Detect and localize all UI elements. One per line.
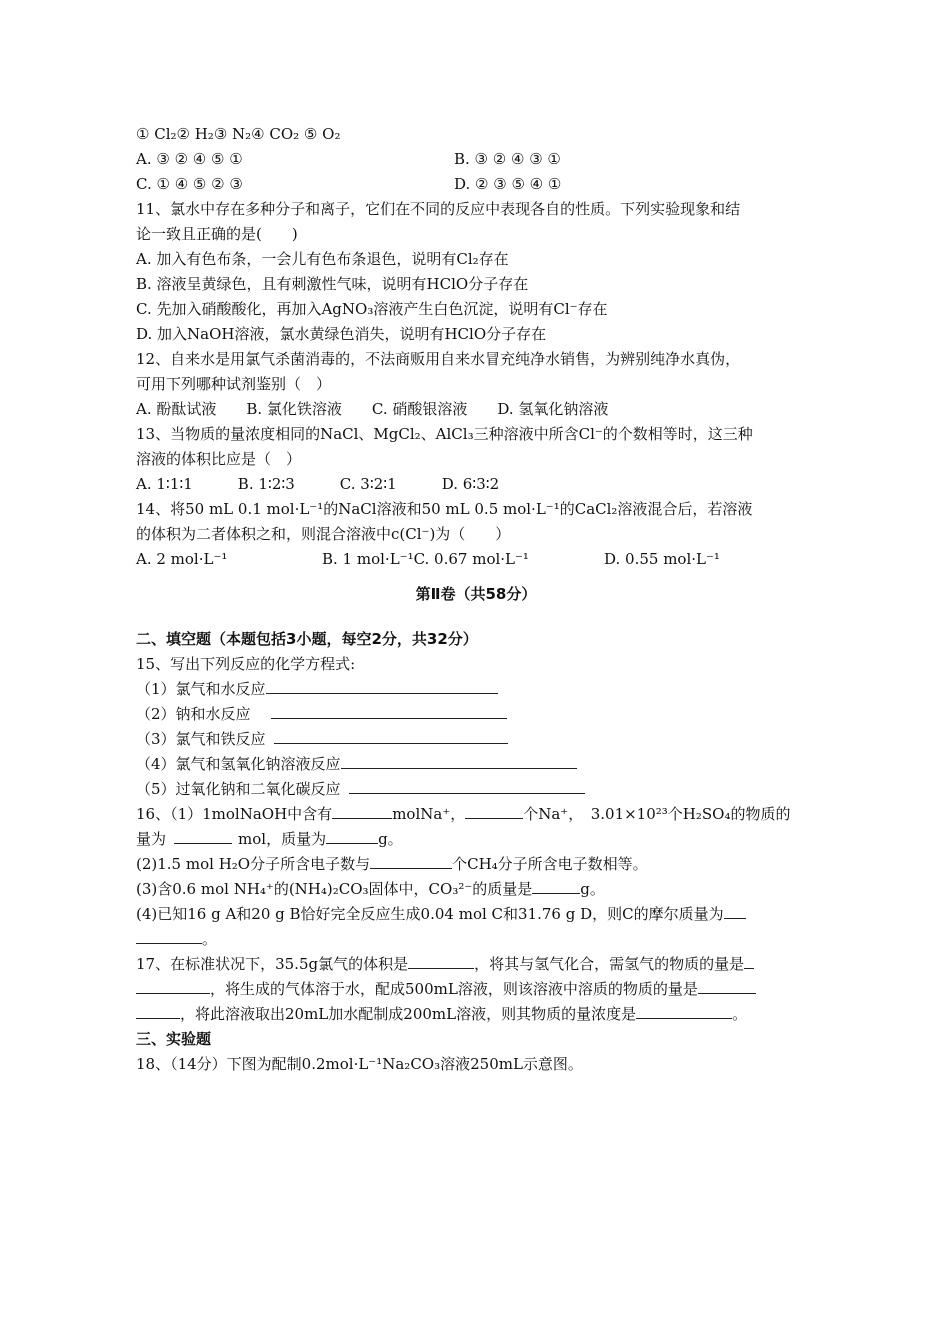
q15-item-3 xyxy=(136,727,816,752)
q16-text-2c: g。 xyxy=(378,830,403,848)
q16-blank-5[interactable] xyxy=(370,852,452,869)
q16-blank-7b[interactable] xyxy=(136,927,202,944)
q11-option-a: A. 加入有色布条，一会儿有色布条退色，说明有Cl₂存在 xyxy=(136,250,509,268)
q17-line2 xyxy=(136,977,816,1002)
q18-stem: 18、（14分）下图为配制0.2mol·L⁻¹Na₂CO₃溶液250mL示意图。 xyxy=(136,1055,583,1073)
part2-title: 第Ⅱ卷（共58分） xyxy=(415,585,537,603)
q16-blank-3[interactable] xyxy=(174,827,232,844)
q17-text-1b: ，将其与氢气化合，需氢气的物质的量是 xyxy=(474,955,745,973)
q10-option-b: B. ③ ② ④ ③ ① xyxy=(454,150,561,168)
q16-text-p3a: (3)含0.6 mol NH₄⁺的(NH₄)₂CO₃固体中，CO₃²⁻的质量是 xyxy=(136,880,533,898)
q16-text-1b: molNa⁺， xyxy=(392,805,466,823)
q16-text-2a: 量为 xyxy=(136,830,167,848)
q13-options: A. 1∶1∶1 B. 1∶2∶3 C. 3∶2∶1 D. 6∶3∶2 xyxy=(136,475,500,493)
q14-option-a: A. 2 mol·L⁻¹ xyxy=(136,550,228,568)
q10-options-row2 xyxy=(136,172,816,197)
q16-line1 xyxy=(136,802,816,827)
q12-stem-line1: 12、自来水是用氯气杀菌消毒的，不法商贩用自来水冒充纯净水销售，为辨别纯净水真伪， xyxy=(136,350,741,368)
q11-stem-line2: 论一致且正确的是( ) xyxy=(136,225,298,243)
q16-text-p2a: (2)1.5 mol H₂O分子所含电子数与 xyxy=(136,855,371,873)
q16-blank-7a[interactable] xyxy=(724,902,746,919)
q15-item-1-label: （1）氯气和水反应 xyxy=(136,680,266,698)
q15-item-3-label: （3）氯气和铁反应 xyxy=(136,730,266,748)
q15-blank-1[interactable] xyxy=(266,677,498,694)
q15-item-4 xyxy=(136,752,816,777)
section2-title: 二、填空题（本题包括3小题，每空2分，共32分） xyxy=(136,630,478,648)
q16-text-1c: 个Na⁺， 3.01×10²³个H₂SO₄的物质的 xyxy=(523,805,791,823)
q16-text-p4b: 。 xyxy=(202,930,218,948)
q16-blank-2[interactable] xyxy=(465,802,523,819)
q11-option-d: D. 加入NaOH溶液，氯水黄绿色消失，说明有HClO分子存在 xyxy=(136,325,547,343)
q17-blank-3b[interactable] xyxy=(136,1002,180,1019)
q16-part4 xyxy=(136,902,816,927)
q16-part3 xyxy=(136,877,816,902)
q14-options xyxy=(136,547,816,572)
q15-blank-2[interactable] xyxy=(271,702,507,719)
q10-option-d: D. ② ③ ⑤ ④ ① xyxy=(454,175,562,193)
q17-blank-4[interactable] xyxy=(636,1002,732,1019)
q13-stem-line2: 溶液的体积比应是（ ） xyxy=(136,450,302,468)
q17-line1 xyxy=(136,952,816,977)
q10-options-row1 xyxy=(136,147,816,172)
q10-items: ① Cl₂② H₂③ N₂④ CO₂ ⑤ O₂ xyxy=(136,125,341,143)
q14-stem-line2: 的体积为二者体积之和，则混合溶液中c(Cl⁻)为（ ） xyxy=(136,525,511,543)
q17-blank-1[interactable] xyxy=(408,952,474,969)
q15-blank-4[interactable] xyxy=(341,752,577,769)
q17-text-3b: 。 xyxy=(732,1005,748,1023)
exam-page xyxy=(136,122,816,1077)
q17-text-2a: ，将生成的气体溶于水，配成500mL溶液，则该溶液中溶质的物质的量是 xyxy=(210,980,698,998)
q16-blank-1[interactable] xyxy=(332,802,392,819)
q15-item-4-label: （4）氯气和氢氧化钠溶液反应 xyxy=(136,755,341,773)
q17-text-1a: 17、在标准状况下，35.5g氯气的体积是 xyxy=(136,955,409,973)
q11-stem-line1: 11、氯水中存在多种分子和离子，它们在不同的反应中表现各自的性质。下列实验现象和结 xyxy=(136,200,741,218)
q17-blank-2b[interactable] xyxy=(136,977,210,994)
q16-part4-cont xyxy=(136,927,816,952)
q15-item-2 xyxy=(136,702,816,727)
q10-option-c: C. ① ④ ⑤ ② ③ xyxy=(136,175,243,193)
q16-line2 xyxy=(136,827,816,852)
q11-option-c: C. 先加入硝酸酸化，再加入AgNO₃溶液产生白色沉淀，说明有Cl⁻存在 xyxy=(136,300,608,318)
q16-blank-6[interactable] xyxy=(532,877,580,894)
q13-stem-line1: 13、当物质的量浓度相同的NaCl、MgCl₂、AlCl₃三种溶液中所含Cl⁻的个数相等时，这三种 xyxy=(136,425,753,443)
q17-text-3a: ，将此溶液取出20mL加水配制成200mL溶液，则其物质的量浓度是 xyxy=(180,1005,637,1023)
q14-option-bc: B. 1 mol·L⁻¹C. 0.67 mol·L⁻¹ xyxy=(322,550,529,568)
q15-blank-5[interactable] xyxy=(349,777,585,794)
q10-option-a: A. ③ ② ④ ⑤ ① xyxy=(136,150,243,168)
section3-title: 三、实验题 xyxy=(136,1030,212,1048)
q11-option-b: B. 溶液呈黄绿色，且有刺激性气味，说明有HClO分子存在 xyxy=(136,275,529,293)
q16-blank-4[interactable] xyxy=(326,827,378,844)
q16-text-1a: 16、（1）1molNaOH中含有 xyxy=(136,805,333,823)
q15-stem: 15、写出下列反应的化学方程式: xyxy=(136,655,356,673)
q17-line3 xyxy=(136,1002,816,1027)
q14-stem-line1: 14、将50 mL 0.1 mol·L⁻¹的NaCl溶液和50 mL 0.5 mol·L⁻¹的CaCl₂溶液混合后，若溶液 xyxy=(136,500,753,518)
q15-item-5 xyxy=(136,777,816,802)
q16-part2 xyxy=(136,852,816,877)
q15-item-1 xyxy=(136,677,816,702)
q12-options: A. 酚酞试液 B. 氯化铁溶液 C. 硝酸银溶液 D. 氢氧化钠溶液 xyxy=(136,400,609,418)
q16-text-p4a: (4)已知16 g A和20 g B恰好完全反应生成0.04 mol C和31.76 g D，则C的摩尔质量为 xyxy=(136,905,724,923)
q15-item-2-label: （2）钠和水反应 xyxy=(136,705,251,723)
q15-blank-3[interactable] xyxy=(274,727,508,744)
q14-option-d: D. 0.55 mol·L⁻¹ xyxy=(604,550,720,568)
q16-text-p2b: 个CH₄分子所含电子数相等。 xyxy=(452,855,648,873)
q15-item-5-label: （5）过氧化钠和二氧化碳反应 xyxy=(136,780,341,798)
q16-text-2b: mol，质量为 xyxy=(238,830,327,848)
q17-blank-2a[interactable] xyxy=(744,952,754,969)
q16-text-p3b: g。 xyxy=(580,880,605,898)
q17-blank-3a[interactable] xyxy=(698,977,756,994)
q12-stem-line2: 可用下列哪种试剂鉴别（ ） xyxy=(136,375,332,393)
